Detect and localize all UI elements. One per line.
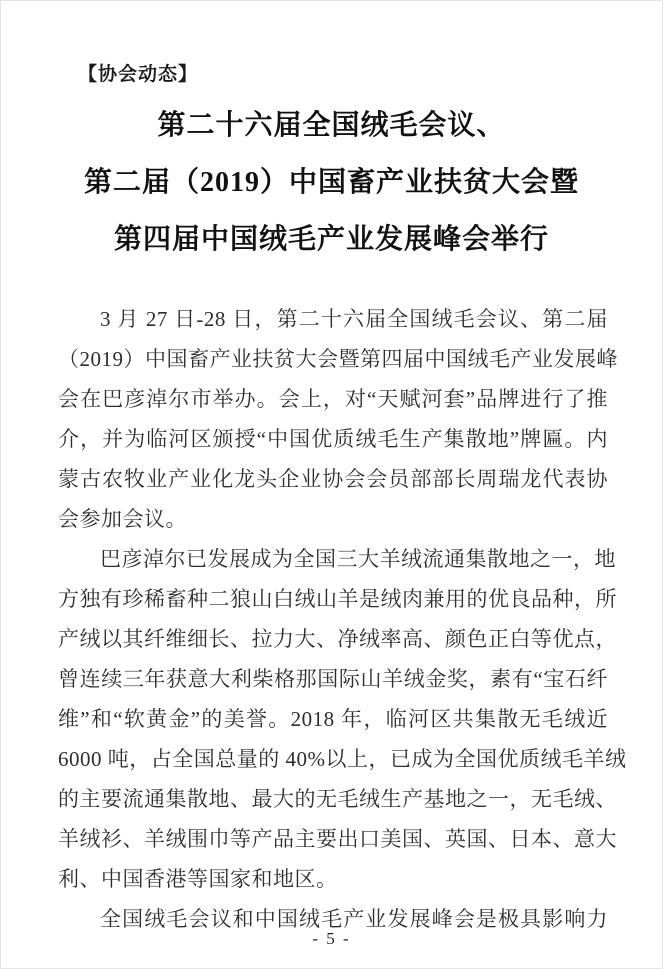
body-line: 维”和“软黄金”的美誉。2018 年，临河区共集散无毛绒近 <box>58 707 608 731</box>
body-line: 的主要流通集散地、最大的无毛绒生产基地之一，无毛绒、 <box>58 787 617 811</box>
body-line: 全国绒毛会议和中国绒毛产业发展峰会是极具影响力 <box>100 907 608 931</box>
body-line: 蒙古农牧业产业化龙头企业协会会员部部长周瑞龙代表协 <box>58 467 608 491</box>
body-line: 曾连续三年获意大利柴格那国际山羊绒金奖，素有“宝石纤 <box>58 667 608 691</box>
body-line: 会参加会议。 <box>58 507 187 531</box>
title-line-3: 第四届中国绒毛产业发展峰会举行 <box>113 224 549 255</box>
body-line: 利、中国香港等国家和地区。 <box>58 867 338 891</box>
section-label: 【协会动态】 <box>78 64 199 85</box>
body-line: 巴彦淖尔已发展成为全国三大羊绒流通集散地之一，地 <box>100 547 616 571</box>
page-footer <box>1 929 662 949</box>
title-line-1: 第二十六届全国绒毛会议、 <box>157 110 506 141</box>
body-line: 3 月 27 日-28 日，第二十六届全国绒毛会议、第二届 <box>100 307 608 331</box>
body-line: 会在巴彦淖尔市举办。会上，对“天赋河套”品牌进行了推 <box>58 387 608 411</box>
title-line-2: 第二届（2019）中国畜产业扶贫大会暨 <box>83 167 579 198</box>
document-body <box>58 299 627 939</box>
body-line: （2019）中国畜产业扶贫大会暨第四届中国绒毛产业发展峰 <box>58 347 618 371</box>
body-line: 6000 吨，占全国总量的 40%以上，已成为全国优质绒毛羊绒 <box>58 747 627 771</box>
body-line: 方独有珍稀畜种二狼山白绒山羊是绒肉兼用的优良品种，所 <box>58 587 617 611</box>
page-number: - 5 - <box>312 929 351 948</box>
body-line: 介，并为临河区颁授“中国优质绒毛生产集散地”牌匾。内 <box>58 427 608 451</box>
document-title <box>1 97 662 268</box>
body-line: 产绒以其纤维细长、拉力大、净绒率高、颜色正白等优点， <box>58 627 617 651</box>
body-line: 羊绒衫、羊绒围巾等产品主要出口美国、英国、日本、意大 <box>58 827 617 851</box>
